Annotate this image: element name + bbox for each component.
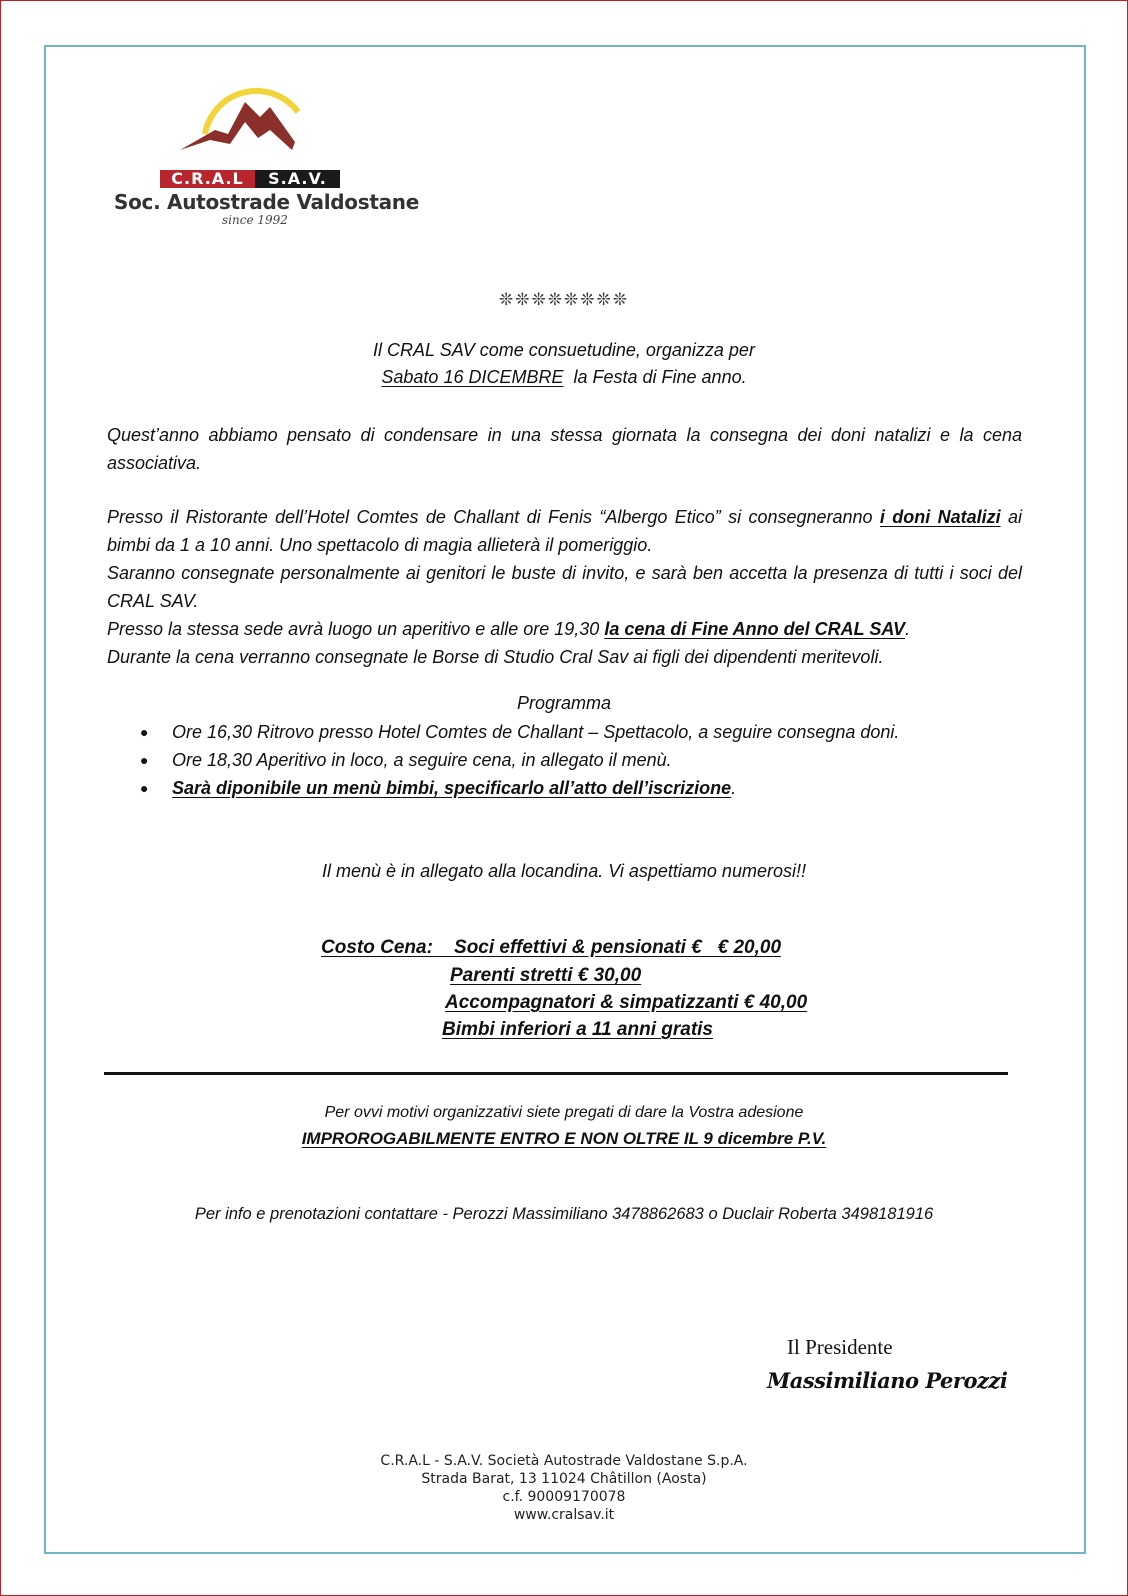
paragraph-2-part1: Presso il Ristorante dell’Hotel Comtes de Challant di Fenis “Albergo Etico” si consegneranno bbox=[107, 507, 880, 527]
list-item bbox=[140, 746, 899, 774]
logo-band bbox=[160, 170, 340, 188]
programma-title: Programma bbox=[516, 693, 612, 713]
logo-since: since 1992 bbox=[222, 213, 288, 227]
cost-line-1 bbox=[321, 937, 781, 959]
contacts-line: Per info e prenotazioni contattare - Perozzi Massimiliano 3478862683 o Duclair Roberta 3498181916 bbox=[194, 1205, 934, 1223]
paragraph-2-invites: Saranno consegnate personalmente ai genitori le buste di invito, e sarà ben accetta la presenza di tutti i soci del CRAL SAV. bbox=[107, 563, 1022, 611]
ornament-divider: ❊❊❊❊❊❊❊❊ bbox=[499, 290, 629, 309]
signature-title: Il Presidente bbox=[787, 1335, 893, 1359]
paragraph-1 bbox=[107, 421, 1022, 477]
programma-item-kids-menu-end: . bbox=[731, 777, 737, 798]
footer-website: www.cralsav.it bbox=[513, 1507, 615, 1523]
gifts-highlight: i doni Natalizi bbox=[879, 507, 1001, 527]
cost-line-3 bbox=[445, 992, 807, 1014]
footer-tax-code: c.f. 90009170078 bbox=[502, 1489, 626, 1505]
programma-list bbox=[140, 718, 899, 802]
programma-item-2: Ore 18,30 Aperitivo in loco, a seguire cena, in allegato il menù. bbox=[172, 749, 672, 770]
paragraph-2-gifts bbox=[107, 503, 1022, 559]
deadline-line-2 bbox=[0, 1129, 1128, 1149]
dinner-highlight: la cena di Fine Anno del CRAL SAV bbox=[604, 619, 906, 639]
deadline-line-1: Per ovvi motivi organizzativi siete pregati di dare la Vostra adesione bbox=[324, 1104, 804, 1121]
logo-band-sav: S.A.V. bbox=[255, 170, 340, 188]
footer-address: Strada Barat, 13 11024 Châtillon (Aosta) bbox=[421, 1471, 707, 1487]
paragraph-2-dinner bbox=[107, 615, 1022, 643]
cost-relatives: Parenti stretti € 30,00 bbox=[450, 965, 642, 986]
programma-item-1: Ore 16,30 Ritrovo presso Hotel Comtes de Challant – Spettacolo, a seguire consegna doni. bbox=[172, 721, 900, 742]
programma-item-kids-menu: Sarà diponibile un menù bimbi, specificarlo all’atto dell’iscrizione bbox=[172, 777, 732, 798]
intro-line-2 bbox=[0, 367, 1128, 388]
paragraph-2 bbox=[107, 503, 1022, 671]
intro-line-1: Il CRAL SAV come consuetudine, organizza per bbox=[373, 340, 755, 360]
cost-line-4 bbox=[442, 1019, 713, 1041]
cost-children: Bimbi inferiori a 11 anni gratis bbox=[442, 1019, 713, 1040]
paragraph-2-part4-end: . bbox=[905, 619, 911, 639]
paragraph-2-part4: Presso la stessa sede avrà luogo un aperitivo e alle ore 19,30 bbox=[107, 619, 605, 639]
cost-members: Soci effettivi & pensionati € € 20,00 bbox=[454, 937, 782, 958]
footer-company: C.R.A.L - S.A.V. Società Autostrade Valdostane S.p.A. bbox=[380, 1453, 748, 1469]
logo-company-name: Soc. Autostrade Valdostane bbox=[114, 190, 420, 214]
signature-name: Massimiliano Perozzi bbox=[767, 1368, 1008, 1393]
cost-label-and-members bbox=[321, 937, 781, 958]
menu-note: Il menù è in allegato alla locandina. Vi aspettiamo numerosi!! bbox=[322, 861, 806, 881]
cost-label: Costo Cena: bbox=[321, 937, 433, 958]
bullet-icon: ● bbox=[140, 780, 149, 796]
deadline-highlight: IMPROROGABILMENTE ENTRO E NON OLTRE IL 9 dicembre P.V. bbox=[301, 1129, 827, 1148]
event-date: Sabato 16 DICEMBRE bbox=[381, 367, 564, 387]
footer bbox=[0, 1452, 1128, 1524]
intro-line-2-rest: la Festa di Fine anno. bbox=[563, 367, 747, 387]
list-item bbox=[140, 718, 899, 746]
paragraph-2-part2: ai bimbi da 1 a 10 anni. Uno spettacolo di magia allieterà il pomeriggio. bbox=[107, 507, 1023, 555]
cost-line-2 bbox=[450, 965, 641, 987]
bullet-icon: ● bbox=[140, 724, 149, 740]
paragraph-1-text: Quest’anno abbiamo pensato di condensare in una stessa giornata la consegna dei doni natalizi e la cena associativa. bbox=[107, 425, 1022, 473]
list-item bbox=[140, 774, 899, 802]
paragraph-2-scholarships: Durante la cena verranno consegnate le Borse di Studio Cral Sav ai figli dei dipendenti meritevoli. bbox=[107, 647, 884, 667]
bullet-icon: ● bbox=[140, 752, 149, 768]
logo-band-cral: C.R.A.L bbox=[160, 170, 255, 188]
cost-companions: Accompagnatori & simpatizzanti € 40,00 bbox=[445, 992, 808, 1013]
section-divider bbox=[104, 1072, 1008, 1075]
